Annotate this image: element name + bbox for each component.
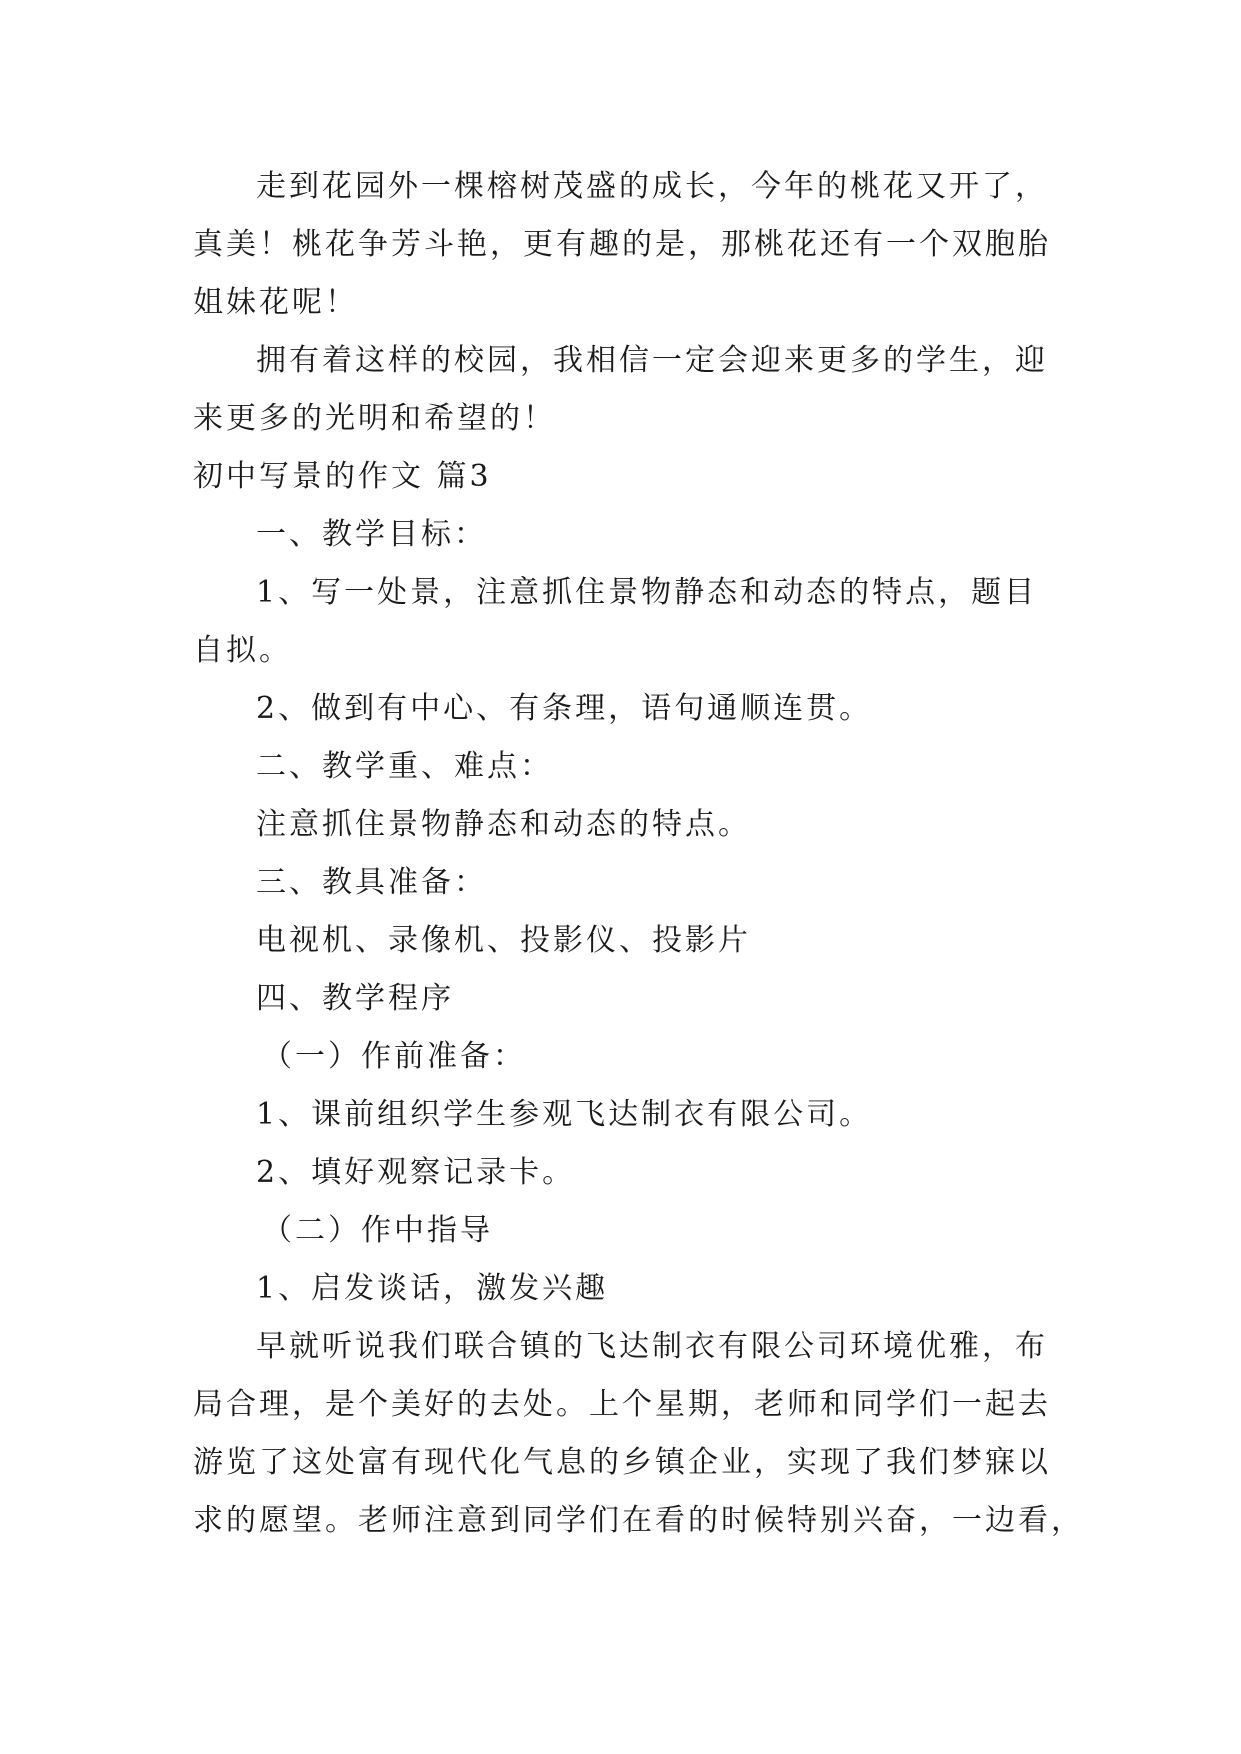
- paragraph-line: 1、课前组织学生参观飞达制衣有限公司。: [256, 1097, 873, 1132]
- paragraph-line: 二、教学重、难点：: [256, 749, 553, 784]
- paragraph-line: 求的愿望。老师注意到同学们在看的时候特别兴奋，一边看，: [193, 1503, 1084, 1538]
- paragraph-line: 四、教学程序: [256, 981, 454, 1016]
- paragraph-line: 来更多的光明和希望的！: [193, 401, 556, 436]
- paragraph-line: 1、写一处景，注意抓住景物静态和动态的特点，题目: [256, 575, 1038, 610]
- paragraph-line: 2、做到有中心、有条理，语句通顺连贯。: [256, 691, 873, 726]
- section-heading: 初中写景的作文 篇3: [193, 459, 492, 494]
- paragraph-line: 局合理，是个美好的去处。上个星期，老师和同学们一起去: [193, 1387, 1051, 1422]
- paragraph-line: 真美！桃花争芳斗艳，更有趣的是，那桃花还有一个双胞胎: [193, 227, 1051, 262]
- paragraph-line: （二）作中指导: [262, 1213, 493, 1248]
- paragraph-line: 2、填好观察记录卡。: [256, 1155, 576, 1190]
- paragraph-line: 电视机、录像机、投影仪、投影片: [256, 923, 751, 958]
- paragraph-line: 自拟。: [193, 633, 292, 668]
- paragraph-line: 早就听说我们联合镇的飞达制衣有限公司环境优雅，布: [256, 1329, 1048, 1364]
- paragraph-line: 注意抓住景物静态和动态的特点。: [256, 807, 751, 842]
- paragraph-line: 姐妹花呢！: [193, 285, 358, 320]
- paragraph-line: 游览了这处富有现代化气息的乡镇企业，实现了我们梦寐以: [193, 1445, 1051, 1480]
- paragraph-line: 一、教学目标：: [256, 517, 487, 552]
- paragraph-line: 走到花园外一棵榕树茂盛的成长，今年的桃花又开了，: [256, 169, 1048, 204]
- paragraph-line: 1、启发谈话，激发兴趣: [256, 1271, 609, 1306]
- paragraph-line: 三、教具准备：: [256, 865, 487, 900]
- paragraph-line: 拥有着这样的校园，我相信一定会迎来更多的学生，迎: [256, 343, 1048, 378]
- paragraph-line: （一）作前准备：: [262, 1039, 526, 1074]
